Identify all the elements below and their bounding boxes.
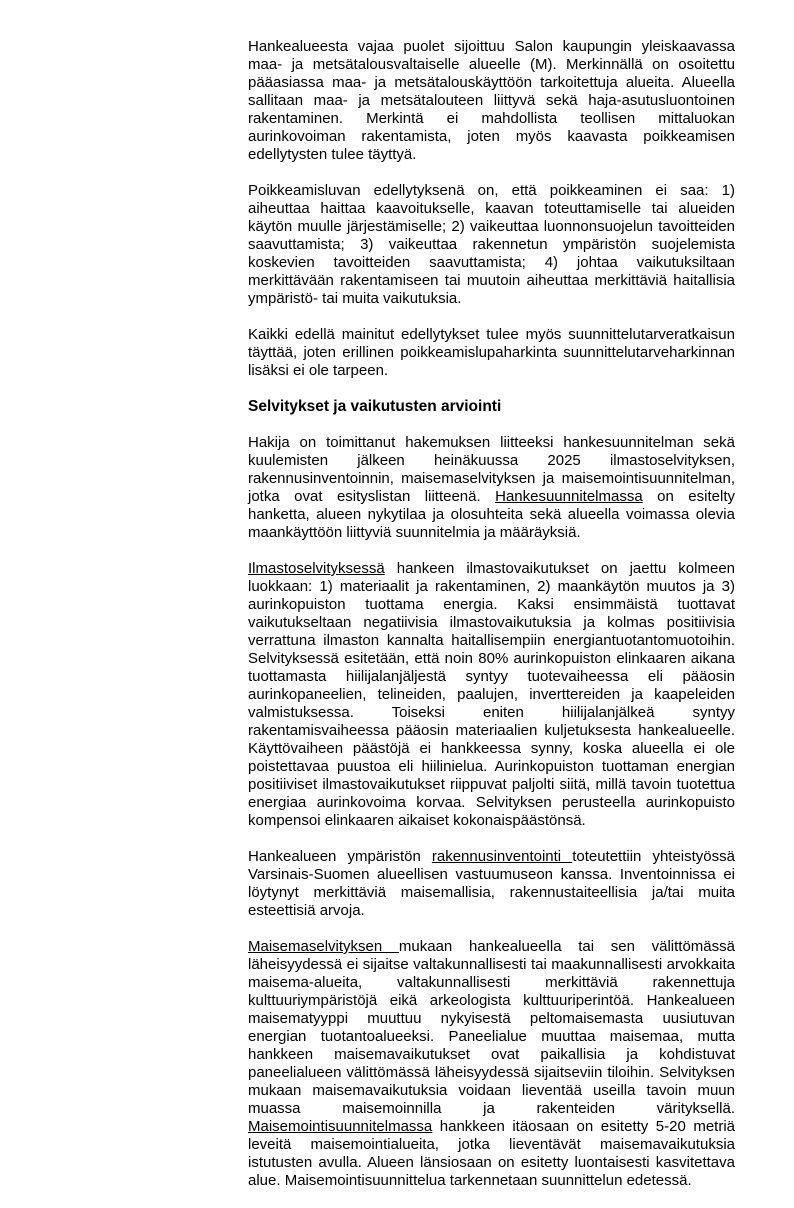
para-maisemaselvitys <box>248 938 735 1190</box>
heading-text: Selvitykset ja vaikutusten arviointi <box>248 398 502 415</box>
para-hakemuksen-liitteet <box>248 434 735 542</box>
section-heading-selvitykset <box>248 398 735 416</box>
body-text: Hankealueesta vajaa puolet sijoittuu Salon kaupungin yleiskaavassa maa- ja metsätalousvaltaiselle alueelle (M). Merkinnällä on osoitettu pääasiassa maa- ja metsätalouskäyttöön tarkoitettuja alueita. Alueella sallitaan maa- ja metsätalouteen liittyvä sekä haja-asutusluontoinen rakentaminen. Merkintä ei mahdollista teollisen mittaluokan aurinkovoiman rakentamista, joten myös kaavasta poikkeamisen edellytysten tulee täyttyä. <box>248 38 735 163</box>
body-text: mukaan hankealueella tai sen välittömässä läheisyydessä ei sijaitse valtakunnallisesti tai maakunnallisesti arvokkaita maisema-alueita, valtakunnallisesti merkittäviä rakennettuja kulttuuriympäristöjä eikä arkeologista kulttuuriperintöä. Hankealueen maisematyyppi muuttuu nykyisestä peltomaisemasta uusiutuvan energian tuotantoalueeksi. Paneelialue muuttaa maisemaa, mutta hankkeen maisemavaikutukset ovat paikallisia ja kohdistuvat paneelialueen välittömässä läheisyydessä sijaitseviin tiloihin. Selvityksen mukaan maisemavaikutuksia voidaan lieventää useilla tavoin muun muassa maisemoinnilla ja rakenteiden värityksellä. <box>248 938 735 1117</box>
text-column <box>248 38 735 1208</box>
para-ilmastoselvitys <box>248 560 735 830</box>
underlined-term-rakennusinventointi: rakennusinventointi <box>431 848 573 865</box>
body-text: on esitelty hanketta, alueen nykytilaa ja olosuhteita sekä alueella voimassa olevia maankäyttöön liittyviä suunnitelmia ja määräyksiä. <box>248 488 735 541</box>
underlined-term-hankesuunnitelma: Hankesuunnitelmassa <box>495 488 643 505</box>
para-rakennusinventointi <box>248 848 735 920</box>
underlined-term-ilmastoselvitys: Ilmastoselvityksessä <box>248 560 385 577</box>
body-text: Hakija on toimittanut hakemuksen liitteeksi hankesuunnitelman sekä kuulemisten jälkeen heinäkuussa 2025 ilmastoselvityksen, rakennusinventoinnin, maisemaselvityksen ja maisemointisuunnitelman, jotka ovat esityslistan liitteenä. <box>248 434 735 505</box>
para-poikkeamisluvan-edellytykset <box>248 182 735 308</box>
body-text: hankkeen itäosaan on esitetty 5-20 metriä leveitä maisemointialueita, jotka lieventävät maisemavaikutuksia istutusten avulla. Alueen länsiosaan on esitetty luontaisesti kasvitettava alue. Maisemointisuunnittelua tarkennetaan suunnittelun edetessä. <box>248 1118 735 1189</box>
body-text: hankeen ilmastovaikutukset on jaettu kolmeen luokkaan: 1) materiaalit ja rakentaminen, 2) maankäytön muutos ja 3) aurinkopuiston tuottama energia. Kaksi ensimmäistä tuottavat vaikutukseltaan negatiivisia ilmastovaikutuksia ja kolmas positiivisia verrattuna ilmaston kannalta haitallisempiin energiantuotantomuotoihin. Selvityksessä esitetään, että noin 80% aurinkopuiston elinkaaren aikana tuottamasta hiilijalanjäljestä syntyy tuotevaiheessa eli pääosin aurinkopaneelien, telineiden, paalujen, inverttereiden ja kaapeleiden valmistuksessa. Toiseksi eniten hiilijalanjälkeä syntyy rakentamisvaiheessa pääosin materiaalien kuljetuksesta hankealueelle. Käyttövaiheen päästöjä ei hankkeessa synny, koska alueella ei ole poistettavaa puustoa eli hiilinielua. Aurinkopuiston tuottaman energian positiiviset ilmastovaikutukset riippuvat paljolti siitä, millä tavoin tuotettua energiaa aurinkovoima korvaa. Selvityksen perusteella aurinkopuisto kompensoi elinkaaren aikaiset kokonaispäästönsä. <box>248 560 735 829</box>
underlined-term-maisemaselvitys: Maisemaselvityksen <box>248 938 399 955</box>
body-text: Hankealueen ympäristön <box>248 848 432 865</box>
body-text: toteutettiin yhteistyössä Varsinais-Suomen alueellisen vastuumuseon kanssa. Inventoinnissa ei löytynyt merkittäviä maisemallisia, rakennustaiteellisia ja/tai muita esteettisiä arvoja. <box>248 848 735 919</box>
body-text: Kaikki edellä mainitut edellytykset tulee myös suunnittelutarveratkaisun täyttää, joten erillinen poikkeamislupaharkinta suunnittelutarveharkinnan lisäksi ei ole tarpeen. <box>248 326 735 379</box>
body-text: Poikkeamisluvan edellytyksenä on, että poikkeaminen ei saa: 1) aiheuttaa haittaa kaavoitukselle, kaavan toteuttamiselle tai alueiden käytön muulle järjestämiselle; 2) vaikeuttaa luonnonsuojelun tavoitteiden saavuttamista; 3) vaikeuttaa rakennetun ympäristön suojelemista koskevien tavoitteiden saavuttamista; 4) johtaa vaikutuksiltaan merkittävään rakentamiseen tai muutoin aiheuttaa merkittäviä haitallisia ympäristö- tai muita vaikutuksia. <box>248 182 735 307</box>
para-yleiskaava-merkinta <box>248 38 735 164</box>
underlined-term-maisemointisuunnitelma: Maisemointisuunnitelmassa <box>248 1118 433 1135</box>
para-suunnittelutarveratkaisu <box>248 326 735 380</box>
